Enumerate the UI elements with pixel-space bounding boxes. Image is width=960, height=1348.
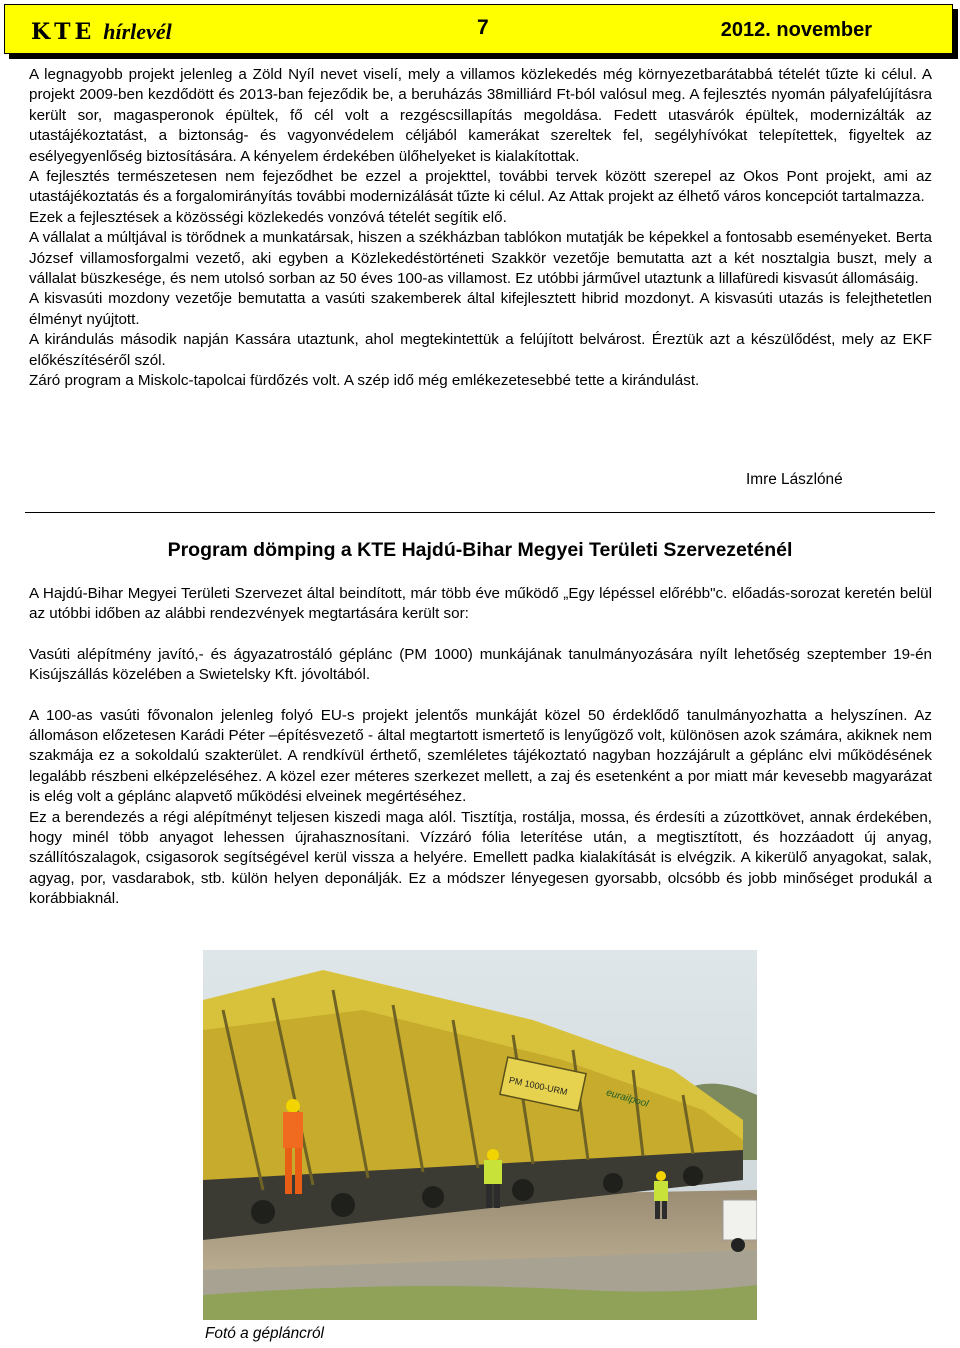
photo-brand-marking: eurailpool bbox=[604, 1087, 650, 1110]
issue-date: 2012. november bbox=[720, 19, 872, 41]
newsletter-header bbox=[4, 4, 953, 54]
paragraph: A kirándulás második napján Kassára utaztunk, ahol megtekintettük a felújított belvárost. Éreztük azt a készülődést, mely az EKF előkészítéséről szól. bbox=[29, 331, 932, 369]
paragraph: A vállalat a múltjával is törődnek a munkatársak, hiszen a székházban tablókon mutatják be képekkel a fontosabb eseményeket. Berta József villamosforgalmi vezető, aki egyben a Közlekedéstörténeti Szakkör vezetője bemutatta azt a két nosztalgia buszt, mely a vállalat büszkesége, és nem utolsó sorban az 50 éves 100-as villamost. Ez utóbbi járművel utaztunk a lillafüredi kisvasút állomásáig. bbox=[29, 229, 932, 288]
article-2-body bbox=[29, 584, 932, 910]
photo-caption: Fotó a géplánc​ról bbox=[205, 1325, 324, 1342]
paragraph: A legnagyobb projekt jelenleg a Zöld Nyíl nevet viselí, mely a villamos közlekedés még környezetbarátabbá tételét tűzte ki célul. A projekt 2009-ben kezdődött és 2013-ban fejeződik be, a beruházás 38milliárd Ft-ból valósul meg. A fejlesztés nyomán pályafelújításra került sor, magasperonok épültek, fő cél volt a rezgéscsillapítás megoldása. Fedett utasvárók épültek, modernizálták az utastájékoztatást, a biztonság- és vagyonvédelem céljából kamerákat szereltek fel, segélyhívókat telepítettek, figyeltek az esélyegyenlőség biztosítására. A kényelem érdekében ülőhelyeket is kialakítottak. bbox=[29, 66, 932, 165]
paragraph: Ezek a fejlesztések a közösségi közlekedés vonzóvá tételét segítik elő. bbox=[29, 208, 507, 226]
paragraph-gap bbox=[29, 686, 932, 706]
logo-subtitle: hírlevél bbox=[103, 19, 172, 44]
paragraph: A kisvasúti mozdony vezetője bemutatta a vasúti szakemberek által kifejlesztett hibrid mozdonyt. A kisvasúti utazás is felejthetetlen élményt nyújtott. bbox=[29, 290, 932, 328]
kte-logo bbox=[31, 15, 172, 49]
paragraph-gap bbox=[29, 625, 932, 645]
paragraph: Vasúti alépítmény javító,- és ágyazatrostáló géplánc (PM 1000) munkájának tanulmányozására nyílt lehetőség szeptember 19-én Kisújszállás közelében a Swietelsky Kft. jóvoltából. bbox=[29, 645, 932, 684]
paragraph: Ez a berendezés a régi alépítményt teljesen kiszedi maga alól. Tisztítja, rostálja, mossa, és érdesíti a zúzottkövet, annak érdekében, hogy minél több anyagot lehessen újrahasznosítani. Vízzáró fólia leterítése után, a megtisztított, és hozzáadott új anyag, szállítószalagok, csigasorok segítségével kerül vissza a helyére. Emellett padka kialakítását is elvégzik. A kikerülő anyagokat, salak, agyag, por, vasdarabok, stb. külön helyen deponálják. Ez a módszer lényegesen gyorsabb, olcsóbb és jobb minőséget produkál a korábbiaknál. bbox=[29, 808, 932, 908]
logo-kte-text: KTE bbox=[31, 19, 96, 45]
article-author: Imre Lászlóné bbox=[746, 471, 843, 488]
photo-machine-marking: PM 1000-URM bbox=[508, 1074, 569, 1098]
article-1-body bbox=[29, 65, 932, 392]
paragraph: A fejlesztés természetesen nem fejeződhet be ezzel a projekttel, további tervek között szerepel az Okos Pont projekt, ami az utastájékoztatás és a forgalomirányítás további modernizálását tűzte ki célul. Az Attak projekt az élhető város koncepciót tartalmazza. bbox=[29, 168, 932, 206]
paragraph: A 100-as vasúti fővonalon jelenleg folyó EU-s projekt jelentős munkáját közel 50 érdeklődő tanulmányozhatta a helyszínen. Az állomáson előzetesen Karádi Péter –építésvezető - által megtartott ismertető is lenyűgöző volt, különösen azok számára, akiknek nem szakmája ez a sokoldalú szakterület. A rendkívül érthető, szemléletes tájékoztató nagyban hozzájárult a géplánc elvi működésének legalább részbeni elképzeléséhez. A közel ezer méteres szerkezet mellett, a zaj és esetenként a por miatt már kevesebb magyarázat is elég volt a géplánc alapvető működési elveinek megértéséhez. bbox=[29, 706, 932, 806]
section-divider bbox=[25, 512, 935, 513]
page-number: 7 bbox=[477, 16, 489, 39]
article-2-title: Program dömping a KTE Hajdú-Bihar Megyei Területi Szervezeténél bbox=[167, 539, 793, 561]
track-machine-photo bbox=[203, 950, 757, 1320]
paragraph: Záró program a Miskolc-tapolcai fürdőzés volt. A szép idő még emlékezetesebbé tette a kirándulást. bbox=[29, 372, 700, 390]
paragraph: A Hajdú-Bihar Megyei Területi Szervezet által beindított, már több éve működő „Egy lépéssel előrébb"c. előadás-sorozat keretén belül az utóbbi időben az alábbi rendezvények megtartására került sor: bbox=[29, 585, 932, 623]
